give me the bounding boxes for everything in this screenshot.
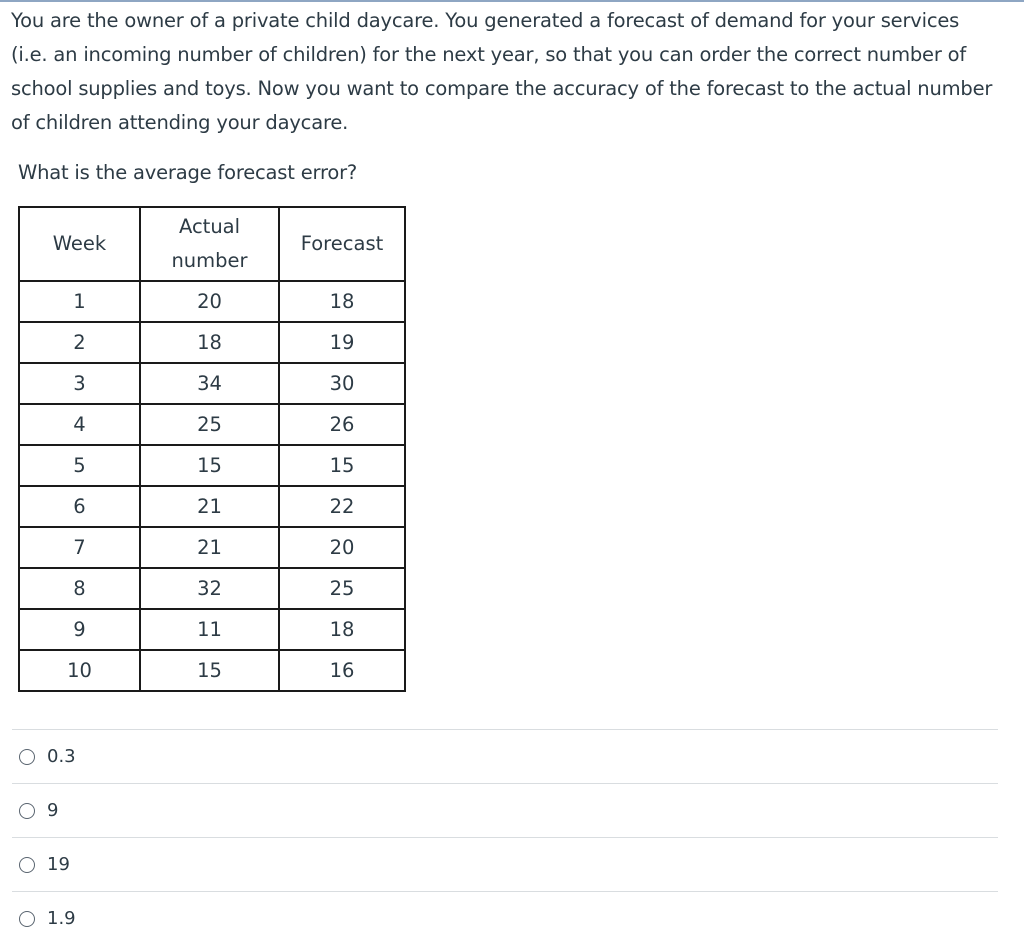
actual-cell: 15 xyxy=(140,445,279,486)
forecast-cell: 26 xyxy=(279,404,405,445)
answer-option-label: 1.9 xyxy=(47,908,76,929)
question-text: You are the owner of a private child daycare. You generated a forecast of demand for your services (i.e. an incoming number of children) for the next year, so that you can order the correct number of school supplies and toys. Now you want to compare the accuracy of the forecast to the actual number of children attending your daycare. xyxy=(11,9,993,134)
answer-option[interactable] xyxy=(12,837,998,891)
answer-option[interactable] xyxy=(12,729,998,783)
column-header-actual: Actual number xyxy=(140,207,279,281)
table-row xyxy=(19,568,405,609)
radio-button[interactable] xyxy=(19,857,35,873)
week-cell: 5 xyxy=(19,445,140,486)
forecast-cell: 15 xyxy=(279,445,405,486)
actual-cell: 18 xyxy=(140,322,279,363)
table-header-row xyxy=(19,207,405,281)
forecast-cell: 18 xyxy=(279,609,405,650)
actual-cell: 11 xyxy=(140,609,279,650)
week-cell: 1 xyxy=(19,281,140,322)
table-row xyxy=(19,609,405,650)
answer-options xyxy=(12,729,998,945)
table-row xyxy=(19,486,405,527)
actual-cell: 21 xyxy=(140,527,279,568)
table-row xyxy=(19,281,405,322)
forecast-cell: 20 xyxy=(279,527,405,568)
radio-button[interactable] xyxy=(19,803,35,819)
week-cell: 10 xyxy=(19,650,140,691)
actual-cell: 21 xyxy=(140,486,279,527)
column-header-forecast: Forecast xyxy=(279,207,405,281)
week-cell: 9 xyxy=(19,609,140,650)
week-cell: 6 xyxy=(19,486,140,527)
actual-cell: 20 xyxy=(140,281,279,322)
week-cell: 4 xyxy=(19,404,140,445)
forecast-cell: 25 xyxy=(279,568,405,609)
actual-cell: 15 xyxy=(140,650,279,691)
table-row xyxy=(19,650,405,691)
table-row xyxy=(19,445,405,486)
forecast-cell: 19 xyxy=(279,322,405,363)
top-divider xyxy=(0,0,1024,2)
column-header-week: Week xyxy=(19,207,140,281)
answer-option-label: 0.3 xyxy=(47,746,76,767)
radio-button[interactable] xyxy=(19,911,35,927)
answer-option-label: 19 xyxy=(47,854,70,875)
table-row xyxy=(19,527,405,568)
week-cell: 2 xyxy=(19,322,140,363)
forecast-cell: 30 xyxy=(279,363,405,404)
data-table xyxy=(18,206,406,692)
table-row xyxy=(19,404,405,445)
forecast-cell: 18 xyxy=(279,281,405,322)
actual-cell: 34 xyxy=(140,363,279,404)
answer-option-label: 9 xyxy=(47,800,59,821)
question-prompt: What is the average forecast error? xyxy=(18,161,358,184)
actual-cell: 25 xyxy=(140,404,279,445)
week-cell: 8 xyxy=(19,568,140,609)
radio-button[interactable] xyxy=(19,749,35,765)
actual-cell: 32 xyxy=(140,568,279,609)
answer-option[interactable] xyxy=(12,783,998,837)
forecast-cell: 16 xyxy=(279,650,405,691)
forecast-cell: 22 xyxy=(279,486,405,527)
table-row xyxy=(19,363,405,404)
answer-option[interactable] xyxy=(12,891,998,945)
table-row xyxy=(19,322,405,363)
week-cell: 7 xyxy=(19,527,140,568)
week-cell: 3 xyxy=(19,363,140,404)
